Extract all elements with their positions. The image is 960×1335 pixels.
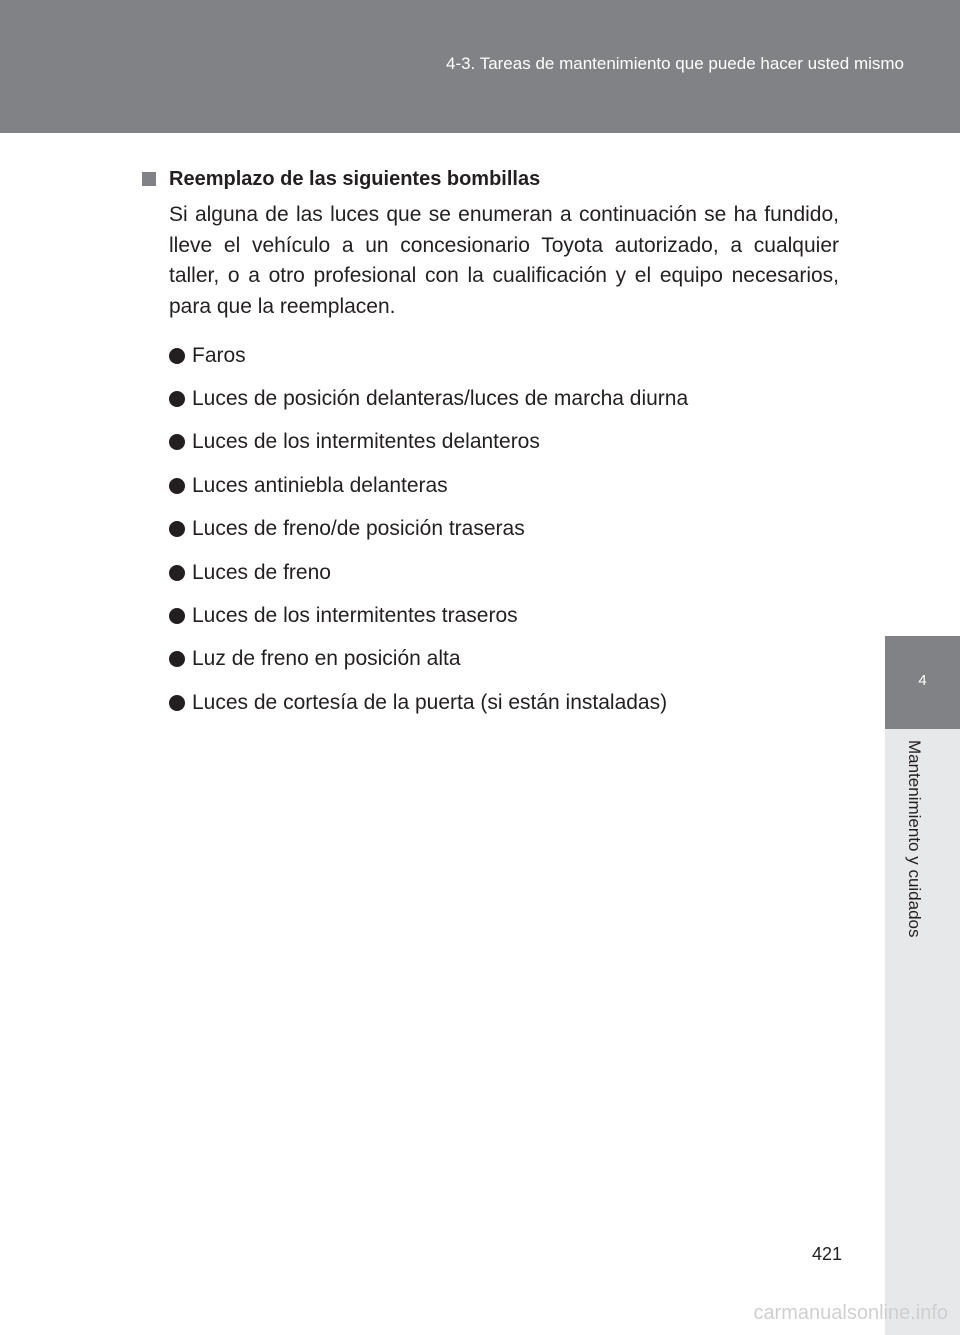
list-item	[169, 638, 839, 681]
list-item-text: Luces de los intermitentes delanteros	[192, 430, 540, 454]
list-item-text: Luces de cortesía de la puerta (si están instaladas)	[192, 690, 668, 714]
bulb-list	[169, 334, 839, 725]
section-heading-text: Reemplazo de las siguientes bombillas	[169, 168, 541, 190]
circle-bullet-icon	[169, 391, 185, 407]
chapter-number: 4	[918, 672, 927, 689]
circle-bullet-icon	[169, 521, 185, 537]
circle-bullet-icon	[169, 348, 185, 364]
list-item	[169, 681, 839, 724]
circle-bullet-icon	[169, 434, 185, 450]
main-content	[142, 166, 839, 725]
list-item-text: Luces de posición delanteras/luces de marcha diurna	[192, 387, 689, 411]
section-paragraph: Si alguna de las luces que se enumeran a continuación se ha fundido, lleve el vehículo a un concesionario Toyota autorizado, a cualquier taller, o a otro profesional con la cualificación y el equipo necesarios, para que la reemplacen.	[169, 203, 839, 318]
list-item-text: Luces de freno	[192, 560, 331, 584]
list-item	[169, 377, 839, 420]
list-item-text: Luces de freno/de posición traseras	[192, 517, 525, 541]
list-item	[169, 551, 839, 594]
list-item	[169, 464, 839, 507]
page-number: 421	[812, 1244, 843, 1264]
circle-bullet-icon	[169, 608, 185, 624]
circle-bullet-icon	[169, 695, 185, 711]
section-heading	[142, 166, 839, 192]
list-item-text: Luces de los intermitentes traseros	[192, 604, 518, 628]
list-item	[169, 334, 839, 377]
circle-bullet-icon	[169, 478, 185, 494]
list-item	[169, 594, 839, 637]
section-breadcrumb: 4-3. Tareas de mantenimiento que puede hacer usted mismo	[445, 54, 904, 73]
circle-bullet-icon	[169, 651, 185, 667]
chapter-tab	[885, 636, 960, 729]
chapter-title: Mantenimiento y cuidados	[905, 740, 924, 938]
list-item	[169, 421, 839, 464]
list-item	[169, 508, 839, 551]
square-bullet-icon	[142, 172, 156, 186]
list-item-text: Faros	[192, 343, 246, 367]
list-item-text: Luces antiniebla delanteras	[192, 473, 448, 497]
watermark: carmanualsonline.info	[753, 1302, 948, 1324]
circle-bullet-icon	[169, 565, 185, 581]
list-item-text: Luz de freno en posición alta	[192, 647, 461, 671]
header-band	[0, 0, 960, 133]
